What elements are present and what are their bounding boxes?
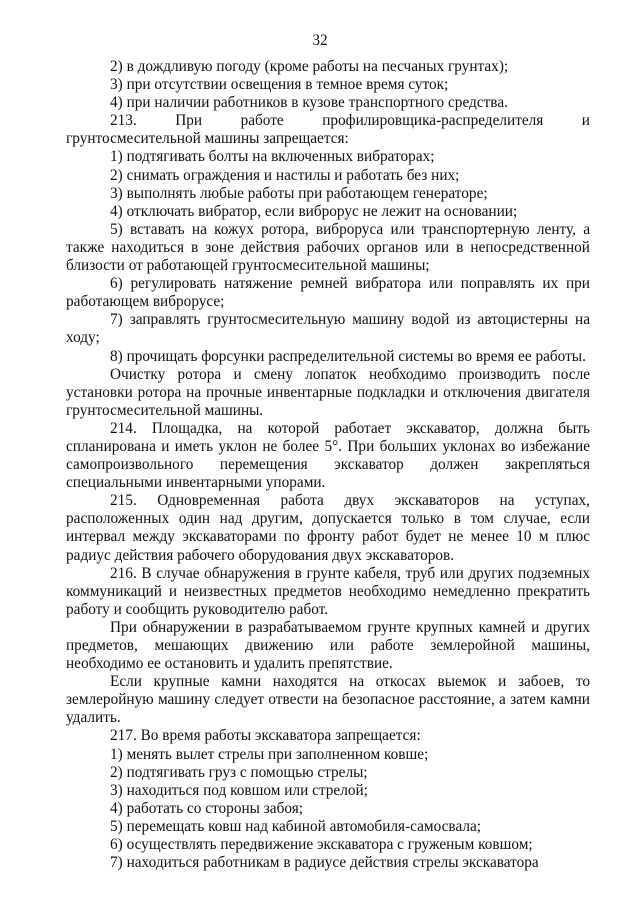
paragraph: 7) заправлять грунтосмесительную машину водой из автоцистерны на ходу; — [66, 311, 590, 347]
paragraph: 8) прочищать форсунки распределительной системы во время ее работы. — [110, 347, 586, 365]
paragraph: 2) снимать ограждения и настилы и работать без них; — [110, 166, 460, 184]
paragraph: 4) отключать вибратор, если виброрус не лежит на основании; — [110, 202, 518, 220]
page-number: 32 — [312, 32, 328, 49]
paragraph: 1) менять вылет стрелы при заполненном ковше; — [110, 745, 429, 763]
paragraph: 214. Площадка, на которой работает экскаватор, должна быть спланирована и иметь уклон не более 5°. При больших уклонах во избежание самопроизвольного перемещения экскаватор должен закрепляться специальными инвентарными упорами. — [66, 419, 590, 492]
paragraph: Если крупные камни находятся на откосах выемок и забоев, то землеройную машину следует отвести на безопасное расстояние, а затем камни удалить. — [66, 673, 590, 727]
paragraph: 4) при наличии работников в кузове транспортного средства. — [110, 94, 508, 112]
paragraph: 216. В случае обнаружения в грунте кабеля, труб или других подземных коммуникаций и неизвестных предметов необходимо немедленно прекратить работу и сообщить руководителю работ. — [66, 564, 590, 618]
paragraph: 7) находиться работникам в радиусе действия стрелы экскаватора — [110, 854, 539, 872]
paragraph: 6) осуществлять передвижение экскаватора с груженым ковшом; — [110, 836, 533, 854]
paragraph: 2) подтягивать груз с помощью стрелы; — [110, 763, 368, 781]
paragraph: 1) подтягивать болты на включенных вибраторах; — [110, 148, 435, 166]
paragraph: 3) при отсутствии освещения в темное время суток; — [110, 76, 449, 94]
paragraph: 3) находиться под ковшом или стрелой; — [110, 781, 368, 799]
paragraph: При обнаружении в разрабатываемом грунте крупных камней и других предметов, мешающих движению или работе землеройной машины, необходимо ее остановить и удалить препятствие. — [66, 618, 590, 673]
paragraph: 5) перемещать ковш над кабиной автомобиля-самосвала; — [110, 817, 482, 835]
paragraph: 4) работать со стороны забоя; — [110, 799, 304, 817]
paragraph: Очистку ротора и смену лопаток необходимо производить после установки ротора на прочные инвентарные подкладки и отключения двигателя грунтосмесительной машины. — [66, 365, 590, 419]
paragraph: 217. Во время работы экскаватора запрещается: — [110, 727, 421, 745]
paragraph: 213. При работе профилировщика-распределителя и грунтосмесительной машины запрещается: — [66, 112, 590, 148]
paragraph: 2) в дождливую погоду (кроме работы на песчаных грунтах); — [110, 58, 509, 75]
paragraph: 3) выполнять любые работы при работающем генераторе; — [110, 184, 488, 202]
body-text — [66, 58, 590, 872]
paragraph: 5) вставать на кожух ротора, виброруса или транспортерную ленту, а также находиться в зоне действия рабочих органов или в непосредственной близости от работающей грунтосмесительной машины; — [66, 220, 590, 275]
paragraph: 215. Одновременная работа двух экскаваторов на уступах, расположенных один над другим, допускается только в том случае, если интервал между экскаваторами по фронту работ будет не менее 10 м плюс радиус действия рабочего оборудования двух экскаваторов. — [66, 492, 590, 564]
paragraph: 6) регулировать натяжение ремней вибратора или поправлять их при работающем виброрусе; — [66, 275, 590, 311]
